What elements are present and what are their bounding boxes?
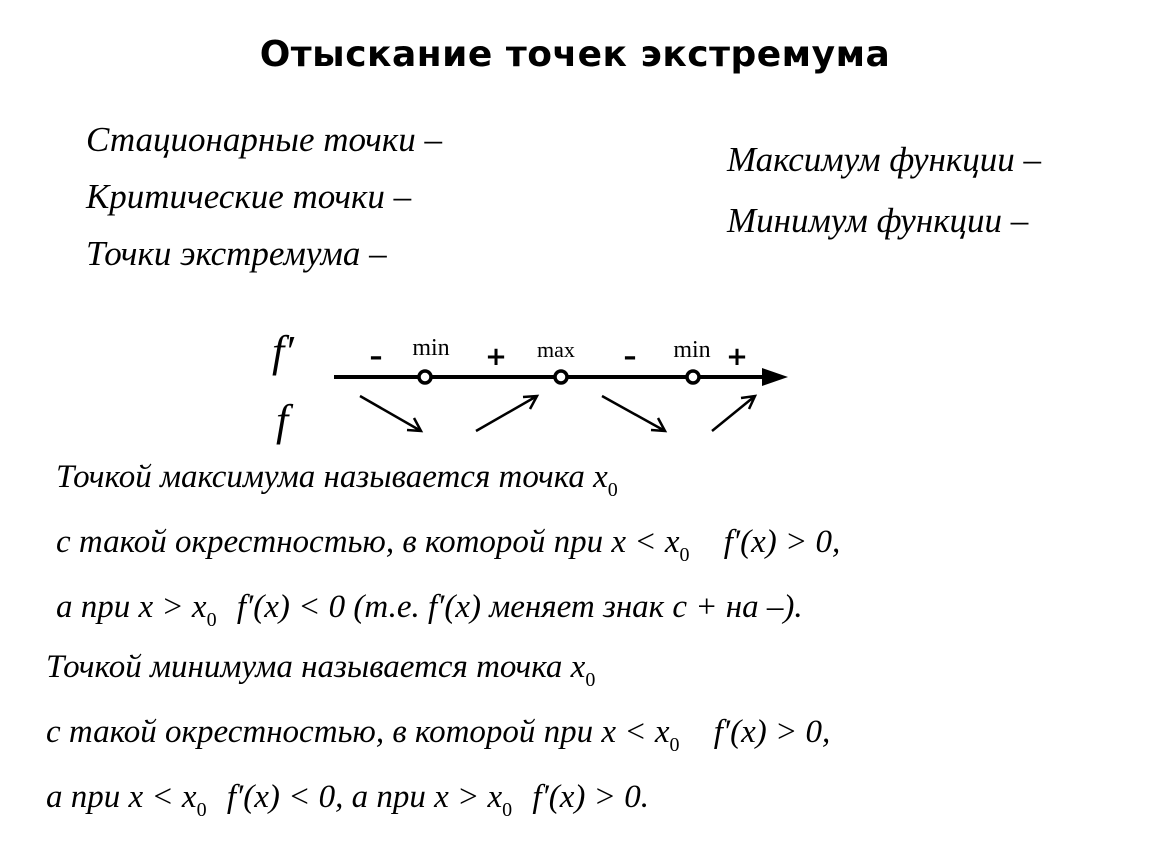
subscript: 0 xyxy=(607,479,618,501)
sign-label: – xyxy=(623,342,637,372)
page-title: Отыскание точек экстремума xyxy=(259,34,891,75)
text-segment: Точкой минимума называется точка x xyxy=(46,649,586,685)
subscript: 0 xyxy=(585,669,596,691)
sign-label: + xyxy=(485,342,507,372)
text-segment: а при x > x xyxy=(56,589,207,625)
subscript: 0 xyxy=(196,799,207,821)
increasing-arrow-icon xyxy=(712,396,755,431)
decreasing-arrow-icon xyxy=(602,396,665,431)
function-row-label: f xyxy=(276,396,289,445)
subscript: 0 xyxy=(679,544,690,566)
minimum-definition-line-2 xyxy=(46,716,830,755)
text-segment: с такой окрестностью, в которой при x < x xyxy=(46,714,670,750)
extremum-points-term: Точки экстремума – xyxy=(86,234,387,273)
text-segment: Точкой максимума называется точка x xyxy=(56,459,608,495)
text-segment: f′(x) > 0, xyxy=(723,524,841,560)
text-segment: f′(x) < 0 (т.е. f′(x) меняет знак с + на –). xyxy=(236,589,803,625)
point-label: max xyxy=(537,337,575,362)
increasing-arrow-icon xyxy=(476,396,537,431)
derivative-row-label: f′ xyxy=(272,327,294,376)
text-segment: с такой окрестностью, в которой при x < x xyxy=(56,524,680,560)
sign-label: + xyxy=(726,342,748,372)
point-label: min xyxy=(412,335,450,361)
decreasing-arrow-icon xyxy=(360,396,421,431)
maximum-definition-line-3 xyxy=(56,591,840,630)
function-minimum-term: Минимум функции – xyxy=(727,201,1029,240)
text-segment: а при x < x xyxy=(46,779,197,815)
minimum-definition-line-3 xyxy=(46,781,830,820)
critical-point-marker xyxy=(419,371,431,383)
subscript: 0 xyxy=(669,734,680,756)
maximum-definition-line-2 xyxy=(56,526,840,565)
critical-points-term: Критические точки – xyxy=(86,177,412,216)
subscript: 0 xyxy=(206,609,217,631)
point-label: min xyxy=(673,337,711,363)
text-segment: f′(x) > 0, xyxy=(713,714,831,750)
critical-point-marker xyxy=(687,371,699,383)
text-segment: f′(x) > 0. xyxy=(532,779,649,815)
function-maximum-term: Максимум функции – xyxy=(727,140,1042,179)
sign-label: – xyxy=(369,342,383,372)
maximum-definition-line-1 xyxy=(56,461,840,500)
stationary-points-term: Стационарные точки – xyxy=(86,120,442,159)
minimum-definition xyxy=(46,651,830,846)
axis-arrowhead-icon xyxy=(762,368,788,386)
text-segment: f′(x) < 0, а при x > x xyxy=(226,779,503,815)
trend-arrows xyxy=(360,396,755,431)
subscript: 0 xyxy=(502,799,513,821)
critical-point-marker xyxy=(555,371,567,383)
minimum-definition-line-1 xyxy=(46,651,830,690)
maximum-definition xyxy=(56,461,840,656)
